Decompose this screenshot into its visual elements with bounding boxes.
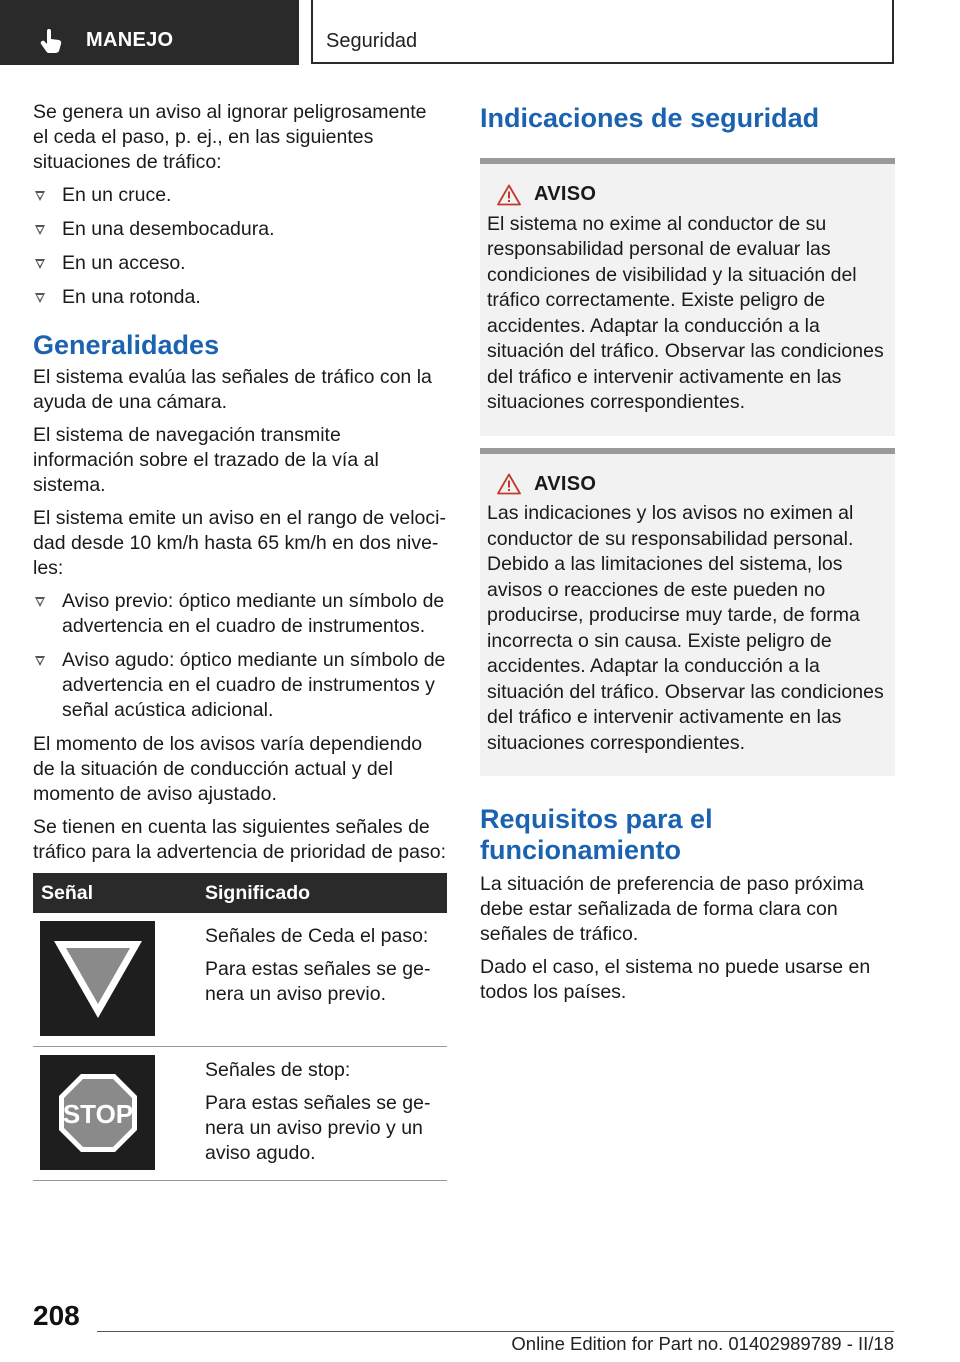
requirements-paragraph: La situación de preferencia de paso próxima debe estar señalizada de forma clara con señales de tráfico. [480,873,864,945]
section-title: MANEJO [86,29,174,51]
table-row [33,913,447,1047]
chapter-header [311,0,894,64]
stop-sign-text: STOP [62,1098,133,1129]
page-number: 208 [33,1300,80,1331]
warning-text: Las indicaciones y los avisos no eximen al conductor de su responsabilidad personal. Debido a las limitaciones del sistema, los avisos o reacciones de este pueden no producirse, producirse muy tarde, de forma incorrecta o sin causa. Existe peligro de accidentes. Adaptar la conducción a la situación del tráfico. Observar las condiciones del tráfico e intervenir activamente en las situaciones correspondientes. [487,502,884,754]
table-header-meaning: Significado [205,873,447,913]
general-paragraph: El sistema evalúa las señales de tráfico con la ayuda de una cámara. [33,366,432,413]
list-item: En una rotonda. [33,285,447,310]
general-heading: Generalidades [33,330,220,360]
stop-sign-icon [40,1055,155,1170]
warning-box [480,448,895,777]
triangle-bullet-icon [35,293,45,303]
general-paragraph: El sistema de navegación transmite información sobre el trazado de la vía al sistema. [33,424,379,496]
left-column [33,100,447,1181]
sign-title: Señales de stop: [205,1059,351,1081]
levels-list [33,589,447,723]
list-item: Aviso previo: óptico mediante un símbolo de advertencia en el cuadro de instrumentos. [33,589,447,639]
warning-icon [497,473,521,495]
warning-icon [497,184,521,206]
triangle-bullet-icon [35,225,45,235]
general-paragraph: El sistema emite un aviso en el rango de velocidad desde 10 km/h hasta 65 km/h en dos niveles: [33,507,446,579]
sign-description: Para estas señales se genera un aviso previo. [205,958,431,1005]
triangle-bullet-icon [35,597,45,607]
triangle-bullet-icon [35,191,45,201]
footer-rule [97,1331,894,1332]
signs-table [33,873,447,1181]
list-item: Aviso agudo: óptico mediante un símbolo de advertencia en el cuadro de instrumentos y señal acústica adicional. [33,648,447,723]
list-item: En una desembocadura. [33,217,447,242]
general-paragraph: Se tienen en cuenta las siguientes señales de tráfico para la advertencia de prioridad de paso: [33,816,447,863]
table-row [33,1047,447,1181]
yield-sign-icon [40,921,155,1036]
general-paragraph: El momento de los avisos varía dependiendo de la situación de conducción actual y del momento de aviso ajustado. [33,733,423,805]
safety-heading: Indicaciones de seguridad [480,103,820,133]
intro-paragraph: Se genera un aviso al ignorar peligrosamente el ceda el paso, p. ej., en las siguientes situaciones de tráfico: [33,101,427,173]
warning-label: AVISO [534,472,597,495]
requirements-paragraph: Dado el caso, el sistema no puede usarse en todos los países. [480,956,871,1003]
edition-text: Online Edition for Part no. 01402989789 - II/18 [511,1333,894,1354]
list-item: En un acceso. [33,251,447,276]
warning-label: AVISO [534,183,597,205]
warning-text: El sistema no exime al conductor de su responsabilidad personal de evaluar las condiciones de visibilidad y la situación del tráfico correctamente. Existe peligro de accidentes. Adaptar la conducción a la situación del tráfico. Observar las condiciones del tráfico e intervenir activamente en las situaciones correspondientes. [487,212,884,413]
warning-box [480,158,895,436]
requirements-heading: Requisitos para el funcionamiento [480,804,713,865]
list-item: En un cruce. [33,183,447,208]
chapter-title: Seguridad [326,30,418,52]
table-header-sign: Señal [33,873,205,913]
triangle-bullet-icon [35,259,45,269]
right-column [480,100,895,1013]
section-tab [0,0,299,65]
hand-pointer-icon [38,27,66,55]
sign-description: Para estas señales se genera un aviso previo y un aviso agudo. [205,1092,431,1164]
sign-title: Señales de Ceda el paso: [205,925,429,947]
situations-list [33,183,447,310]
triangle-bullet-icon [35,656,45,666]
